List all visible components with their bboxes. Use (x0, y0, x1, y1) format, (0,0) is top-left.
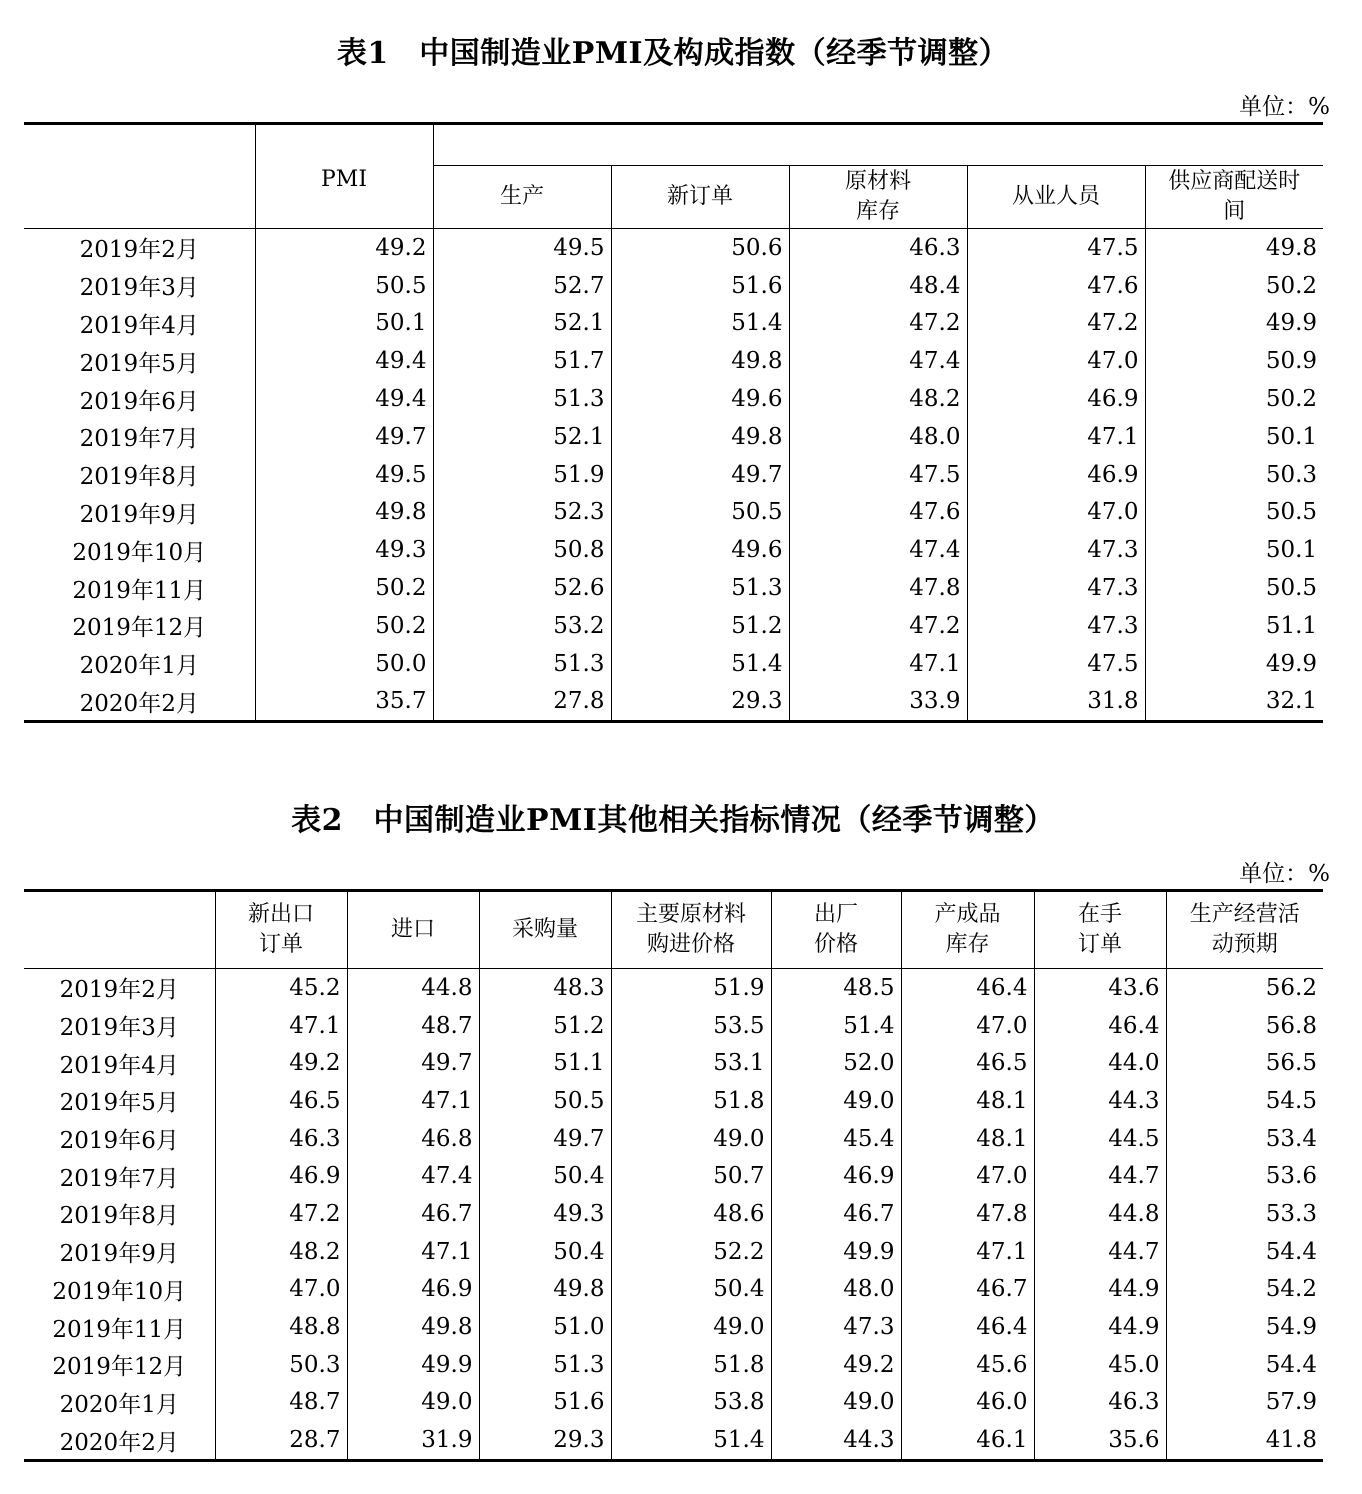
row-month-cell: 2020年1月 (59, 1391, 179, 1418)
value-cell: 47.2 (967, 305, 1145, 343)
table2-title: 表2 中国制造业PMI其他相关指标情况（经季节调整） (291, 803, 1055, 838)
value-cell: 54.4 (1166, 1233, 1323, 1271)
value-cell: 49.8 (255, 494, 433, 532)
value-cell: 28.7 (215, 1421, 347, 1460)
table2-header-col (215, 891, 347, 969)
table-row (24, 531, 1323, 569)
value-cell: 46.1 (901, 1421, 1034, 1460)
value-cell: 47.1 (967, 418, 1145, 456)
value-cell: 47.0 (215, 1271, 347, 1309)
value-cell: 49.8 (611, 418, 789, 456)
value-cell: 52.2 (611, 1233, 771, 1271)
value-cell: 49.0 (771, 1082, 901, 1120)
table2-header-label: 进口 (390, 917, 435, 942)
value-cell: 50.1 (1145, 531, 1323, 569)
value-cell: 50.5 (255, 267, 433, 305)
value-cell: 51.4 (771, 1007, 901, 1045)
value-cell: 50.1 (1145, 418, 1323, 456)
table1-title: 表1 中国制造业PMI及构成指数（经季节调整） (336, 36, 1010, 71)
row-month-cell: 2019年5月 (79, 350, 199, 377)
value-cell: 44.7 (1034, 1157, 1166, 1195)
table1-header-label: 生产 (499, 184, 544, 209)
table2-header-label: 出厂 价格 (813, 902, 858, 957)
value-cell: 49.7 (479, 1120, 611, 1158)
value-cell: 50.2 (255, 607, 433, 645)
table-row (24, 1308, 1323, 1346)
table1-header-col (611, 166, 789, 229)
value-cell: 46.8 (347, 1120, 479, 1158)
value-cell: 44.8 (347, 969, 479, 1007)
table-row (24, 607, 1323, 645)
value-cell: 51.4 (611, 645, 789, 683)
value-cell: 49.8 (611, 342, 789, 380)
value-cell: 49.3 (479, 1195, 611, 1233)
value-cell: 48.5 (771, 969, 901, 1007)
value-cell: 48.4 (789, 267, 967, 305)
value-cell: 45.6 (901, 1346, 1034, 1384)
row-month-cell: 2019年7月 (59, 1165, 179, 1192)
value-cell: 49.9 (1145, 645, 1323, 683)
value-cell: 50.5 (1145, 569, 1323, 607)
value-cell: 44.3 (771, 1421, 901, 1460)
value-cell: 47.0 (967, 342, 1145, 380)
table-row (24, 380, 1323, 418)
value-cell: 53.3 (1166, 1195, 1323, 1233)
value-cell: 51.6 (611, 267, 789, 305)
row-month-cell: 2020年2月 (79, 690, 199, 717)
value-cell: 50.4 (479, 1233, 611, 1271)
row-month-cell: 2019年4月 (59, 1052, 179, 1079)
table-row (24, 1157, 1323, 1195)
row-month-cell: 2019年6月 (79, 388, 199, 415)
value-cell: 47.1 (901, 1233, 1034, 1271)
value-cell: 50.8 (433, 531, 611, 569)
table2-header-label: 新出口 订单 (247, 902, 314, 957)
table2-header-label: 生产经营活 动预期 (1189, 902, 1300, 957)
value-cell: 50.2 (1145, 267, 1323, 305)
table1-header-col (789, 166, 967, 229)
value-cell: 51.1 (479, 1044, 611, 1082)
table2-body (24, 969, 1323, 1461)
row-month-cell: 2019年4月 (79, 312, 199, 339)
table1-body (24, 229, 1323, 722)
table2 (24, 889, 1323, 1462)
value-cell: 46.5 (901, 1044, 1034, 1082)
value-cell: 50.0 (255, 645, 433, 683)
table2-header-col (611, 891, 771, 969)
value-cell: 47.3 (967, 569, 1145, 607)
table2-header-col (1034, 891, 1166, 969)
table-row (24, 1421, 1323, 1460)
value-cell: 45.2 (215, 969, 347, 1007)
value-cell: 56.2 (1166, 969, 1323, 1007)
value-cell: 43.6 (1034, 969, 1166, 1007)
table-row (24, 1082, 1323, 1120)
row-month-cell: 2020年2月 (59, 1429, 179, 1456)
value-cell: 49.4 (255, 342, 433, 380)
table-row (24, 1195, 1323, 1233)
table-row (24, 1044, 1323, 1082)
value-cell: 53.4 (1166, 1120, 1323, 1158)
table2-header-col (1166, 891, 1323, 969)
value-cell: 51.6 (479, 1384, 611, 1422)
value-cell: 56.8 (1166, 1007, 1323, 1045)
value-cell: 44.3 (1034, 1082, 1166, 1120)
value-cell: 49.0 (611, 1120, 771, 1158)
table1-header-pmi-label: PMI (320, 167, 368, 192)
value-cell: 49.2 (215, 1044, 347, 1082)
value-cell: 50.3 (215, 1346, 347, 1384)
value-cell: 47.4 (347, 1157, 479, 1195)
value-cell: 46.4 (901, 969, 1034, 1007)
value-cell: 49.7 (611, 456, 789, 494)
value-cell: 47.2 (789, 607, 967, 645)
value-cell: 46.9 (967, 456, 1145, 494)
value-cell: 50.5 (479, 1082, 611, 1120)
table1-header-label: 供应商配送时 间 (1168, 169, 1301, 224)
table2-header-label: 产成品 库存 (934, 902, 1001, 957)
table-row (24, 683, 1323, 722)
value-cell: 49.0 (347, 1384, 479, 1422)
value-cell: 47.0 (901, 1157, 1034, 1195)
value-cell: 49.2 (255, 229, 433, 267)
row-month-cell: 2019年9月 (59, 1241, 179, 1268)
value-cell: 49.0 (611, 1308, 771, 1346)
table-row (24, 645, 1323, 683)
table1 (24, 122, 1323, 723)
value-cell: 53.5 (611, 1007, 771, 1045)
value-cell: 51.3 (479, 1346, 611, 1384)
table-row (24, 418, 1323, 456)
value-cell: 29.3 (479, 1421, 611, 1460)
value-cell: 49.8 (347, 1308, 479, 1346)
value-cell: 50.2 (255, 569, 433, 607)
value-cell: 50.6 (611, 229, 789, 267)
value-cell: 50.4 (611, 1271, 771, 1309)
value-cell: 47.0 (901, 1007, 1034, 1045)
value-cell: 47.6 (967, 267, 1145, 305)
table2-header-col (771, 891, 901, 969)
value-cell: 48.3 (479, 969, 611, 1007)
table1-unit: 单位：% (1239, 94, 1330, 120)
value-cell: 47.4 (789, 342, 967, 380)
row-month-cell: 2019年7月 (79, 426, 199, 453)
value-cell: 47.4 (789, 531, 967, 569)
value-cell: 45.0 (1034, 1346, 1166, 1384)
value-cell: 50.9 (1145, 342, 1323, 380)
value-cell: 46.9 (347, 1271, 479, 1309)
value-cell: 51.9 (433, 456, 611, 494)
table-row (24, 305, 1323, 343)
table-row (24, 969, 1323, 1007)
row-month-cell: 2020年1月 (79, 653, 199, 680)
value-cell: 53.8 (611, 1384, 771, 1422)
value-cell: 47.1 (347, 1233, 479, 1271)
value-cell: 49.9 (771, 1233, 901, 1271)
value-cell: 53.1 (611, 1044, 771, 1082)
value-cell: 54.4 (1166, 1346, 1323, 1384)
table1-header-col (433, 166, 611, 229)
value-cell: 47.3 (967, 607, 1145, 645)
table2-header-col (347, 891, 479, 969)
value-cell: 27.8 (433, 683, 611, 722)
row-month-cell: 2019年3月 (59, 1015, 179, 1042)
value-cell: 49.7 (255, 418, 433, 456)
value-cell: 44.8 (1034, 1195, 1166, 1233)
value-cell: 50.5 (1145, 494, 1323, 532)
value-cell: 48.6 (611, 1195, 771, 1233)
table1-header-col (1145, 166, 1323, 229)
value-cell: 48.8 (215, 1308, 347, 1346)
value-cell: 54.5 (1166, 1082, 1323, 1120)
value-cell: 52.1 (433, 305, 611, 343)
value-cell: 49.7 (347, 1044, 479, 1082)
value-cell: 49.5 (255, 456, 433, 494)
value-cell: 48.7 (347, 1007, 479, 1045)
value-cell: 50.5 (611, 494, 789, 532)
value-cell: 48.7 (215, 1384, 347, 1422)
value-cell: 49.4 (255, 380, 433, 418)
value-cell: 44.9 (1034, 1271, 1166, 1309)
value-cell: 46.4 (1034, 1007, 1166, 1045)
value-cell: 47.5 (967, 229, 1145, 267)
value-cell: 52.6 (433, 569, 611, 607)
value-cell: 51.8 (611, 1346, 771, 1384)
value-cell: 47.3 (771, 1308, 901, 1346)
value-cell: 48.2 (789, 380, 967, 418)
row-month-cell: 2019年3月 (79, 275, 199, 302)
value-cell: 44.9 (1034, 1308, 1166, 1346)
value-cell: 51.3 (433, 645, 611, 683)
row-month-cell: 2019年11月 (52, 1316, 187, 1343)
value-cell: 41.8 (1166, 1421, 1323, 1460)
value-cell: 53.6 (1166, 1157, 1323, 1195)
value-cell: 31.8 (967, 683, 1145, 722)
table2-header-label: 主要原材料 购进价格 (635, 902, 746, 957)
value-cell: 46.3 (215, 1120, 347, 1158)
value-cell: 46.5 (215, 1082, 347, 1120)
row-month-cell: 2019年2月 (24, 229, 255, 267)
value-cell: 48.1 (901, 1082, 1034, 1120)
value-cell: 46.0 (901, 1384, 1034, 1422)
value-cell: 47.0 (967, 494, 1145, 532)
value-cell: 52.0 (771, 1044, 901, 1082)
value-cell: 49.6 (611, 531, 789, 569)
value-cell: 47.8 (789, 569, 967, 607)
value-cell: 45.4 (771, 1120, 901, 1158)
table1-header-pmi (255, 124, 433, 229)
table2-header-col (479, 891, 611, 969)
value-cell: 29.3 (611, 683, 789, 722)
row-month-cell: 2019年2月 (24, 969, 215, 1007)
value-cell: 47.3 (967, 531, 1145, 569)
value-cell: 49.5 (433, 229, 611, 267)
table-row (24, 342, 1323, 380)
row-month-cell: 2019年12月 (72, 615, 207, 642)
value-cell: 47.1 (215, 1007, 347, 1045)
value-cell: 46.3 (789, 229, 967, 267)
value-cell: 50.4 (479, 1157, 611, 1195)
value-cell: 52.7 (433, 267, 611, 305)
value-cell: 51.9 (611, 969, 771, 1007)
value-cell: 46.9 (967, 380, 1145, 418)
value-cell: 49.8 (1145, 229, 1323, 267)
table2-header-col (901, 891, 1034, 969)
value-cell: 47.2 (215, 1195, 347, 1233)
row-month-cell: 2019年11月 (72, 577, 207, 604)
value-cell: 51.2 (611, 607, 789, 645)
value-cell: 47.2 (789, 305, 967, 343)
value-cell: 32.1 (1145, 683, 1323, 722)
table-row (24, 456, 1323, 494)
value-cell: 47.1 (347, 1082, 479, 1120)
table1-header-col (967, 166, 1145, 229)
value-cell: 54.2 (1166, 1271, 1323, 1309)
table-row (24, 1007, 1323, 1045)
table2-unit: 单位：% (1239, 861, 1330, 887)
value-cell: 49.3 (255, 531, 433, 569)
value-cell: 48.0 (771, 1271, 901, 1309)
value-cell: 47.5 (789, 456, 967, 494)
table-row (24, 1346, 1323, 1384)
value-cell: 47.1 (789, 645, 967, 683)
table2-header-label: 在手 订单 (1077, 902, 1122, 957)
value-cell: 51.1 (1145, 607, 1323, 645)
table-row (24, 1384, 1323, 1422)
row-month-cell: 2019年5月 (59, 1090, 179, 1117)
value-cell: 52.3 (433, 494, 611, 532)
value-cell: 54.9 (1166, 1308, 1323, 1346)
value-cell: 48.1 (901, 1120, 1034, 1158)
value-cell: 50.3 (1145, 456, 1323, 494)
value-cell: 49.8 (479, 1271, 611, 1309)
table-row (24, 1271, 1323, 1309)
value-cell: 51.4 (611, 1421, 771, 1460)
value-cell: 51.7 (433, 342, 611, 380)
value-cell: 46.7 (771, 1195, 901, 1233)
value-cell: 44.0 (1034, 1044, 1166, 1082)
value-cell: 47.5 (967, 645, 1145, 683)
value-cell: 49.0 (771, 1384, 901, 1422)
value-cell: 50.2 (1145, 380, 1323, 418)
table-row (24, 267, 1323, 305)
row-month-cell: 2019年8月 (59, 1203, 179, 1230)
value-cell: 47.6 (789, 494, 967, 532)
value-cell: 51.3 (611, 569, 789, 607)
value-cell: 49.9 (347, 1346, 479, 1384)
value-cell: 49.2 (771, 1346, 901, 1384)
value-cell: 44.7 (1034, 1233, 1166, 1271)
value-cell: 48.2 (215, 1233, 347, 1271)
value-cell: 46.7 (901, 1271, 1034, 1309)
value-cell: 50.1 (255, 305, 433, 343)
value-cell: 46.3 (1034, 1384, 1166, 1422)
value-cell: 57.9 (1166, 1384, 1323, 1422)
value-cell: 52.1 (433, 418, 611, 456)
value-cell: 51.3 (433, 380, 611, 418)
table-row (24, 229, 1323, 267)
value-cell: 51.4 (611, 305, 789, 343)
value-cell: 35.6 (1034, 1421, 1166, 1460)
row-month-cell: 2019年8月 (79, 464, 199, 491)
value-cell: 46.9 (215, 1157, 347, 1195)
value-cell: 49.9 (1145, 305, 1323, 343)
row-month-cell: 2019年12月 (52, 1354, 187, 1381)
value-cell: 53.2 (433, 607, 611, 645)
table-row (24, 494, 1323, 532)
value-cell: 51.2 (479, 1007, 611, 1045)
value-cell: 46.7 (347, 1195, 479, 1233)
value-cell: 48.0 (789, 418, 967, 456)
table1-header-group-blank (433, 124, 1323, 166)
table1-corner-cell (24, 124, 255, 229)
value-cell: 56.5 (1166, 1044, 1323, 1082)
value-cell: 47.8 (901, 1195, 1034, 1233)
table1-header-label: 从业人员 (1011, 184, 1100, 209)
value-cell: 51.8 (611, 1082, 771, 1120)
value-cell: 46.9 (771, 1157, 901, 1195)
value-cell: 31.9 (347, 1421, 479, 1460)
row-month-cell: 2019年6月 (59, 1128, 179, 1155)
value-cell: 44.5 (1034, 1120, 1166, 1158)
value-cell: 33.9 (789, 683, 967, 722)
table-row (24, 1120, 1323, 1158)
table-row (24, 569, 1323, 607)
value-cell: 35.7 (255, 683, 433, 722)
row-month-cell: 2019年9月 (79, 501, 199, 528)
table1-header-label: 原材料 库存 (844, 169, 911, 224)
value-cell: 49.6 (611, 380, 789, 418)
value-cell: 50.7 (611, 1157, 771, 1195)
value-cell: 51.0 (479, 1308, 611, 1346)
row-month-cell: 2019年10月 (52, 1278, 187, 1305)
table-row (24, 1233, 1323, 1271)
table2-corner-cell (24, 891, 215, 969)
table1-header-label: 新订单 (666, 184, 733, 209)
value-cell: 46.4 (901, 1308, 1034, 1346)
table2-header-label: 采购量 (511, 917, 578, 942)
row-month-cell: 2019年10月 (72, 539, 207, 566)
